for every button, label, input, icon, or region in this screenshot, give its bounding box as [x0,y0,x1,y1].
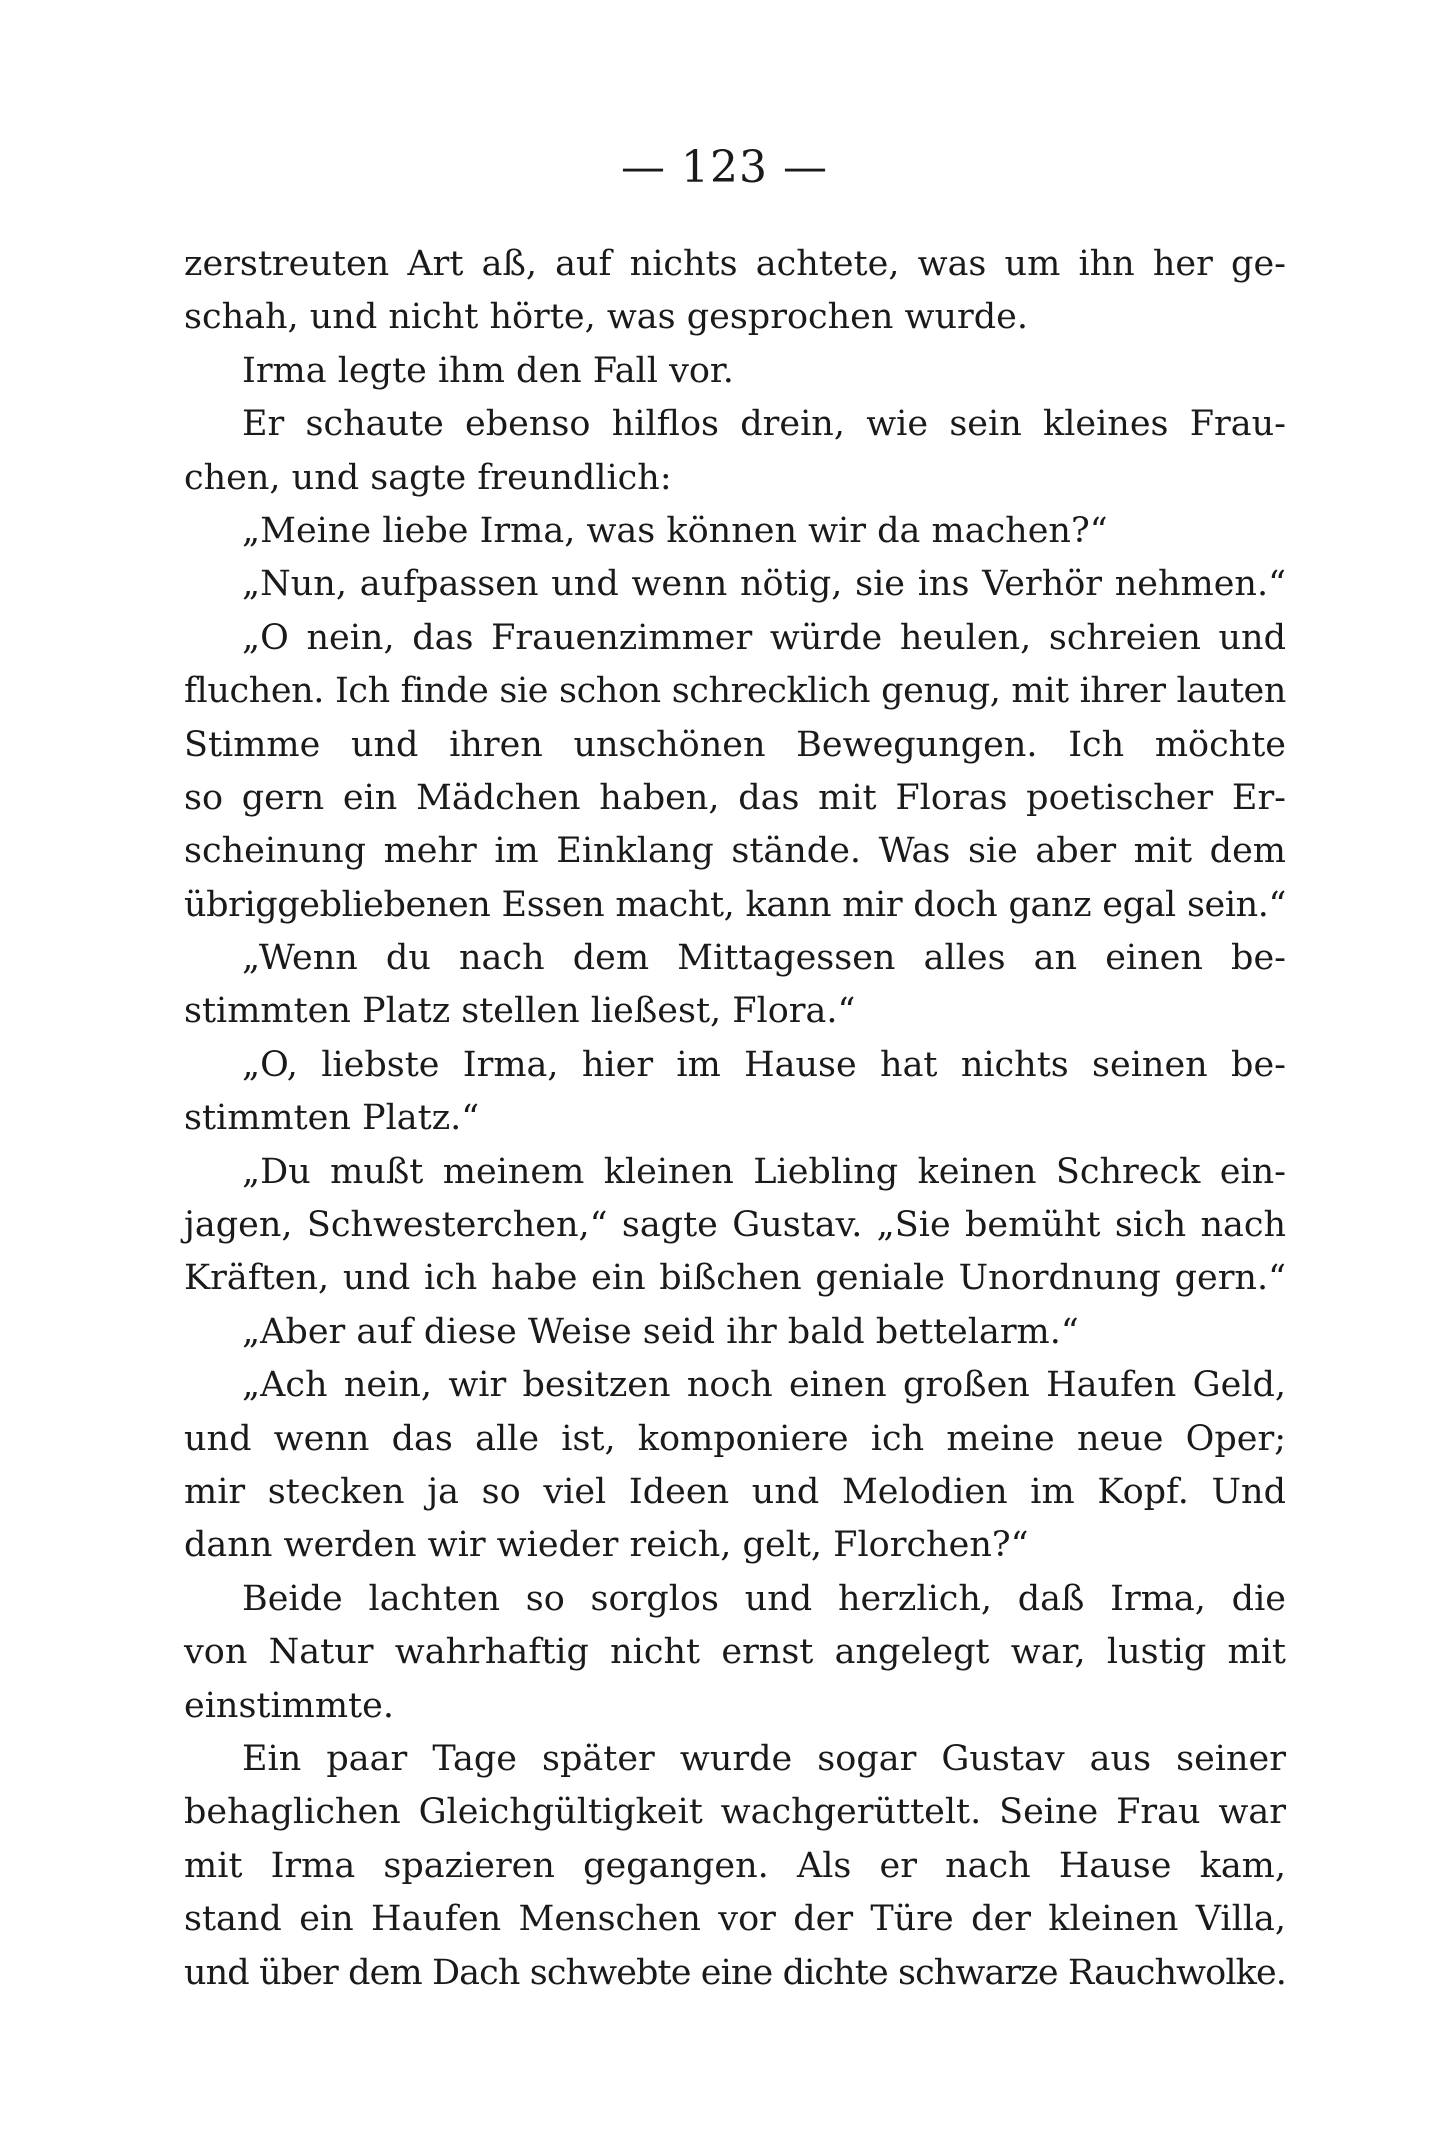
text-line: jagen, Schwesterchen,“ sagte Gustav. „Sie bemüht sich nach [184,1205,1286,1246]
text-line: und über dem Dach schwebte eine dichte schwarze Rauchwolke. [184,1952,1286,1993]
text-line: „Ach nein, wir besitzen noch einen großen Haufen Geld, [242,1365,1286,1406]
text-line: behaglichen Gleichgültigkeit wachgerüttelt. Seine Frau war [184,1792,1286,1833]
text-line: „Du mußt meinem kleinen Liebling keinen Schreck ein- [242,1151,1286,1192]
page-number: — 123 — [621,142,828,193]
text-line: Stimme und ihren unschönen Bewegungen. Ich möchte [184,724,1286,765]
text-line: schah, und nicht hörte, was gesprochen wurde. [184,297,1029,338]
text-line: stimmten Platz stellen ließest, Flora.“ [184,991,856,1032]
text-line: dann werden wir wieder reich, gelt, Florchen?“ [184,1525,1029,1566]
body-text [184,238,1286,2000]
text-line: und wenn das alle ist, komponiere ich meine neue Oper; [184,1418,1286,1459]
text-line: übriggebliebenen Essen macht, kann mir doch ganz egal sein.“ [184,884,1286,925]
text-line: zerstreuten Art aß, auf nichts achtete, was um ihn her ge- [184,244,1286,284]
text-line: „Nun, aufpassen und wenn nötig, sie ins Verhör nehmen.“ [242,564,1286,605]
text-line: fluchen. Ich finde sie schon schrecklich genug, mit ihrer lauten [184,671,1286,712]
text-line: scheinung mehr im Einklang stände. Was sie aber mit dem [184,831,1286,872]
text-line: „O, liebste Irma, hier im Hause hat nichts seinen be- [242,1044,1286,1085]
text-line: mit Irma spazieren gegangen. Als er nach Hause kam, [184,1845,1286,1886]
text-line: „Meine liebe Irma, was können wir da machen?“ [242,510,1108,551]
text-line: Beide lachten so sorglos und herzlich, daß Irma, die [242,1578,1286,1619]
text-line: Irma legte ihm den Fall vor. [242,350,734,391]
text-line: „Wenn du nach dem Mittagessen alles an einen be- [242,938,1286,979]
text-line: einstimmte. [184,1685,394,1726]
text-line: Ein paar Tage später wurde sogar Gustav aus seiner [242,1738,1286,1779]
text-line: chen, und sagte freundlich: [184,457,672,498]
text-line: „O nein, das Frauenzimmer würde heulen, schreien und [242,617,1286,658]
text-line: stand ein Haufen Menschen vor der Türe der kleinen Villa, [184,1899,1286,1940]
text-line: stimmten Platz.“ [184,1098,480,1139]
text-line: „Aber auf diese Weise seid ihr bald bettelarm.“ [242,1311,1079,1352]
text-line: Er schaute ebenso hilflos drein, wie sein kleines Frau- [242,404,1286,445]
text-line: mir stecken ja so viel Ideen und Melodien im Kopf. Und [184,1471,1286,1512]
text-line: so gern ein Mädchen haben, das mit Floras poetischer Er- [184,777,1286,818]
text-line: Kräften, und ich habe ein bißchen geniale Unordnung gern.“ [184,1258,1286,1299]
text-line: von Natur wahrhaftig nicht ernst angelegt war, lustig mit [184,1632,1286,1673]
